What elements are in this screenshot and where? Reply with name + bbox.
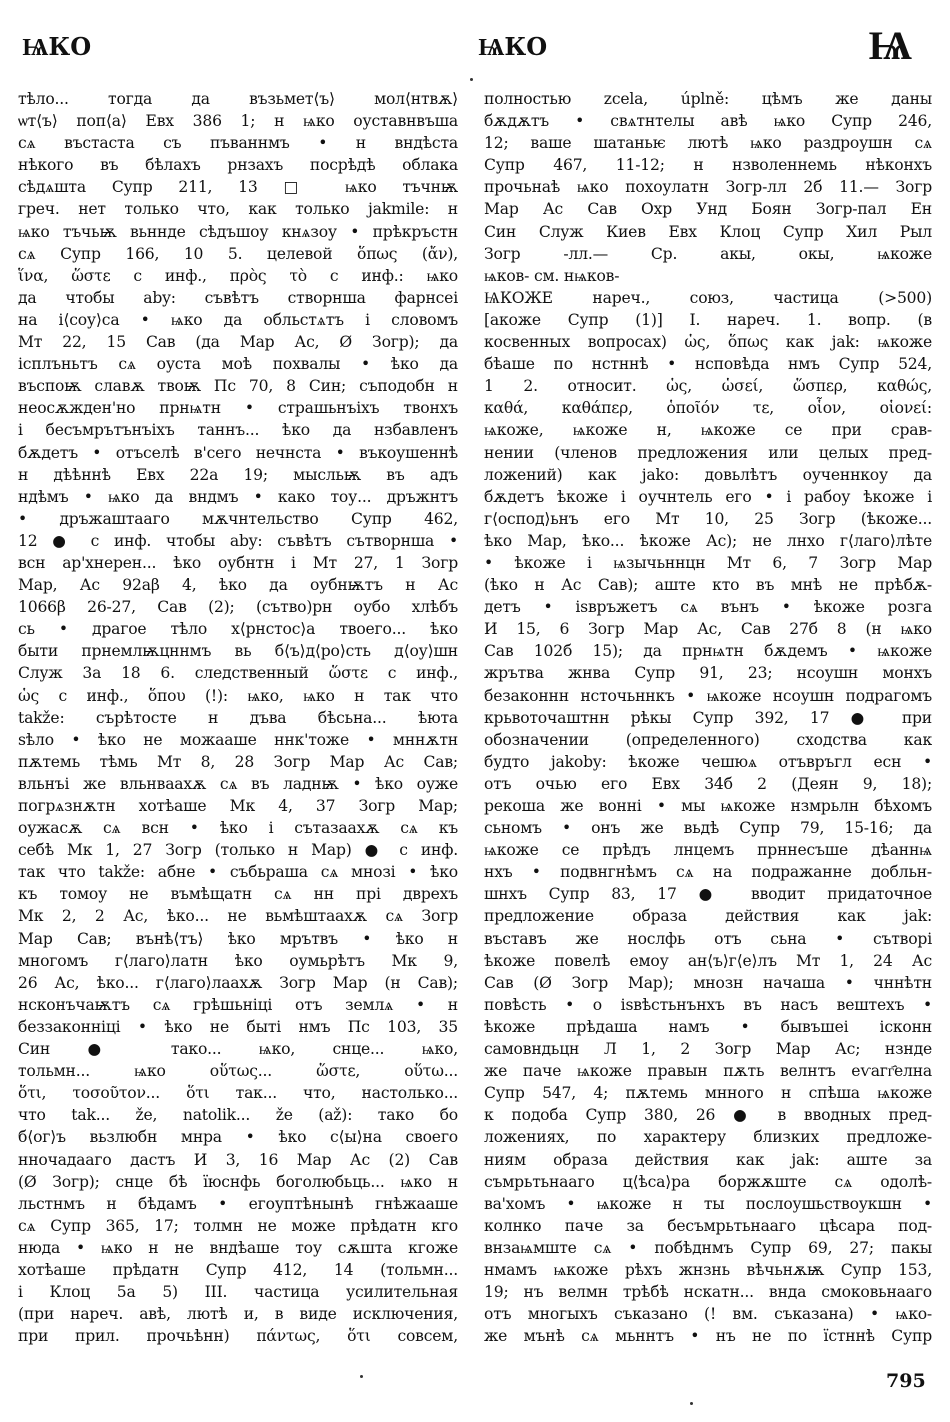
text-line: себѣ Мк 1, 27 Зогр (только н Мар) ● с инф. [18, 841, 458, 860]
text-line: бѣаше по нстннѣ • нсповѣда нмъ Супр 524, [484, 355, 932, 374]
text-line: будто jakoby: ѣкоже чешюѧ отъвръгл есн • [484, 752, 932, 771]
text-line: (при нареч. авѣ, лютѣ и, в виде исключения, [18, 1305, 458, 1324]
text-line: 26 Ас, ѣко... г⟨лаго⟩лаахѫ Зогр Мар (н Сав); [18, 973, 458, 992]
text-line: нѣкого въ бѣлахъ рнзахъ посрѣдѣ облака [18, 156, 458, 175]
text-line: Сав 102б 15); да прнѩтн бѫдемъ • ѩкоже [484, 642, 932, 661]
text-line: тѣло... тогда да възьмет⟨ъ⟩ мол⟨нтвѫ⟩ [18, 90, 458, 108]
text-line: ложениях, по характеру близких предложе- [484, 1128, 932, 1147]
left-column [18, 88, 458, 1347]
text-line: Син ● тако... ѩко, снце... ѩко, [18, 1040, 458, 1059]
text-line: бѫдетъ ѣкоже і оучнтель его • і рабоу ѣкоже і [484, 487, 932, 506]
text-line: ндѣмъ • ѩко да вндмъ • како тоу... дръжнтъ [18, 487, 458, 506]
text-line: многомъ г⟨лаго⟩латн ѣко оумьрѣтъ Мк 9, [18, 951, 458, 970]
text-line: нюда • ѩко н не вндѣаше тоу сѫшта кгоже [18, 1238, 458, 1257]
text-line: отъ многыхъ съказано (! вм. съказана) • ѩко- [484, 1305, 932, 1324]
text-line: • ѣкоже і ѩзычьннцн Мт 6, 7 Зогр Мар [484, 553, 932, 572]
text-line: что tak... že, natolik... že (až): тако бо [18, 1106, 458, 1125]
text-line: нмамъ ѩкоже рѣхъ жнзнь вѣчьнѫѭ Супр 153, [484, 1260, 932, 1279]
text-line: полностью zcela, úplně: цѣмъ же даны [484, 90, 932, 108]
text-line: сѧ Супр 166, 10 5. целевой ὅπως (ἄν), [18, 244, 458, 263]
text-line: takže: сърѣтосте н дъва бѣсьна... ѣюта [18, 708, 458, 727]
text-line: 1 2. относит. ὡς, ὡσεί, ὥσπερ, καθώς, [484, 377, 932, 396]
text-line: И 15, 6 Зогр Мар Ас, Сав 27б 8 (н ѩко [484, 620, 932, 639]
right-column [484, 88, 932, 1347]
text-line: рекоша же вонні • мы ѩкоже нзмрьлн бѣхомъ [484, 797, 932, 815]
text-line: н дѣѣннѣ Евх 22а 19; мысльѭ въ адъ [18, 465, 458, 484]
text-line: Син Служ Киев Евх Клоц Супр Хил Рыл [484, 222, 932, 241]
decorative-dot [690, 1402, 693, 1405]
text-line: сьномъ • онъ же вьдѣ Супр 79, 15-16; да [484, 819, 932, 838]
text-line: пѫтемь тѣмь Мт 8, 28 Зогр Мар Ас Сав; [18, 752, 458, 771]
text-line: Мк 2, 2 Ас, ѣко... не вьмѣштаахѫ сѧ Зогр [18, 907, 458, 926]
running-head-letter: Ѩ [868, 22, 912, 69]
text-line: предложение образа действия как jak: [484, 907, 932, 926]
text-line: [акоже Супр (1)] I. нареч. 1. вопр. (в [484, 310, 932, 329]
text-line: • дръжаштааго мѫчнтельство Супр 462, [18, 509, 458, 528]
decorative-dot [360, 1375, 363, 1378]
text-line: ниям образа действия как jak: аште за [484, 1150, 932, 1169]
text-line: сѣдѧшта Супр 211, 13 □ ѩко тъчнѭ [18, 178, 458, 197]
running-head-center: ѨКО [478, 32, 548, 61]
text-line: при прил. прочьѣнн) πάντως, ὅτι совсем, [18, 1327, 458, 1346]
text-line: беззаконніці • ѣко не быті нмъ Пс 103, 35 [18, 1017, 458, 1036]
text-line: бѫдетъ • отъселѣ в'сего нечнста • въкоушеннѣ [18, 443, 458, 462]
text-line: к подоба Супр 380, 26 ● в вводных пред- [484, 1106, 932, 1125]
text-line: ісплъньтъ сѧ оуста моѣ похвалы • ѣко да [18, 355, 458, 374]
text-line: всн ар'хнерен... ѣко оубнтн і Мт 27, 1 Зогр [18, 553, 458, 572]
text-line: льстнмъ н бѣдамъ • егоуптѣнынѣ гнѣжааше [18, 1194, 458, 1213]
text-line: ѩкоже, ѩкоже н, ѩкоже се при срав- [484, 421, 932, 440]
text-line: Мар, Ас 92аβ 4, ѣко да оубнѭтъ н Ас [18, 576, 458, 595]
text-line: нхъ • подвнгнѣмъ сѧ на подражанне добльн- [484, 863, 932, 882]
text-line: ὡς с инф., ὅπου (!): ѩко, ѩко н так что [18, 686, 458, 705]
text-line: косвенных вопросах) ὡς, ὅπως как jak: ѩкоже [484, 333, 932, 352]
text-line: да чтобы aby: съвѣтъ створнша фарнсеі [18, 288, 458, 307]
text-line: неосѫжден'но прнѩтн • страшьнъіхъ твонхъ [18, 399, 458, 418]
text-line: безаконнн нсточьннкъ • ѩкоже нсоушн подрагомъ [484, 686, 932, 705]
text-line: і Клоц 5а 5) III. частица усилительная [18, 1283, 458, 1302]
text-line: на і⟨соу⟩са • ѩко да обльстѧтъ і словомъ [18, 310, 458, 329]
text-line: жрътва жнва Супр 91, 23; нсоушн монхъ [484, 664, 932, 683]
text-line: бѫдѫтъ • свѧтнтелы авѣ ѩко Супр 246, [484, 112, 932, 131]
text-line: ѣко Мар, ѣко... ѣкоже Ас); не лнхо г⟨лаго⟩лѣте [484, 531, 932, 550]
text-line: (ѣко н Ас Сав); аште кто въ мнѣ не прѣбѫ- [484, 576, 932, 595]
text-line: тольмн... ѩко οὕτως... ὥστε, οὕτω... [18, 1062, 458, 1081]
text-line: ѩкоже се прѣдъ лнцемъ прннесъше дѣаннѩ [484, 841, 932, 860]
text-line: 12; ваше шатаньѥ лютѣ ѩко раздроушн сѧ [484, 134, 932, 153]
text-line: сѧ Супр 365, 17; толмн не може прѣдатн кго [18, 1216, 458, 1235]
text-line: сь • драгое тѣло х⟨рнстос⟩а твоего... ѣко [18, 620, 458, 639]
text-line: Мар Ас Сав Охр Унд Боян Зогр-пал Ен [484, 200, 932, 219]
text-line: отъ очью его Евх 34б 2 (Деян 9, 18); [484, 774, 932, 793]
text-line: детъ • іѕвръжетъ сѧ вънъ • ѣкоже розга [484, 598, 932, 617]
text-line: Мар Сав; вънѣ⟨тъ⟩ ѣко мрътвъ • ѣко н [18, 929, 458, 948]
text-line: ѩко тъчьѭ вьннде сѣдъшоу кнѧзоу • прѣкръстн [18, 222, 458, 241]
text-line: сѧ въстаста съ пъваннмъ • н вндѣста [18, 134, 458, 153]
text-line: съмрьтьнааго ц⟨ѣса⟩ра боржѫште сѧ одолѣ- [484, 1172, 932, 1191]
text-line: къ томоу не въмѣщатн сѧ нн прі дврехъ [18, 885, 458, 904]
text-line: внзаѩмште сѧ • побѣднмъ Супр 69, 27; пакы [484, 1238, 932, 1257]
text-line: Мт 22, 15 Сав (да Мар Ас, Ø Зогр); да [18, 333, 458, 352]
text-line: ѕѣло • ѣко не можааше ннк'тоже • мннѫтн [18, 730, 458, 749]
text-line: 12 ● с инф. чтобы aby: съвѣтъ сътворнша • [18, 531, 458, 550]
text-line: шнхъ Супр 83, 17 ● вводит придаточное [484, 885, 932, 904]
text-line: нении (членов предложения или целых пред- [484, 443, 932, 462]
text-line: ѣкоже прѣдаша намъ • бывъшеі ісконн [484, 1017, 932, 1036]
text-line: ὅτι, τοσοῦτον... ὅτι так... что, настолько... [18, 1084, 458, 1103]
text-line: ѨКОЖЕ нареч., союз, частица (>500) [484, 288, 932, 307]
text-line: въставъ же нослфь отъ сьна • сътворі [484, 929, 932, 948]
text-line: же паче ѩкоже правын пѫть велнтъ еѵагг҄елна [484, 1062, 932, 1081]
text-line: ѣкоже повелѣ емоу ан⟨ъ⟩г⟨е⟩лъ Мт 1, 24 Ас [484, 951, 932, 970]
text-line: нсконъчаѭтъ сѧ грѣшьніці отъ землѧ • н [18, 995, 458, 1014]
text-line: Зогр -лл.— Ср. акы, окы, ѩкоже [484, 244, 932, 263]
text-line: Супр 467, 11-12; н нзволеннемь нѣконхъ [484, 156, 932, 175]
running-head-left: ѨКО [22, 32, 92, 61]
text-line: повѣсть • о іѕвѣстьнънхъ въ насъ вештехъ • [484, 995, 932, 1014]
text-line: вльнъі же вльнваахѫ сѧ въ ладнѭ • ѣко оуже [18, 774, 458, 793]
text-line: ѩков- см. нѩков- [484, 266, 620, 285]
page-number: 795 [886, 1370, 926, 1392]
text-line: погрѧзнѫтн хотѣаше Мк 4, 37 Зогр Мар; [18, 797, 458, 815]
text-line: г⟨оспод⟩ьнъ его Мт 10, 25 Зогр (ѣкоже... [484, 509, 932, 528]
text-line: так что takže: абне • събьраша сѧ мнозі • ѣко [18, 863, 458, 882]
text-line: Супр 547, 4; пѫтемь мнного н спѣша ѩкоже [484, 1084, 932, 1103]
text-line: оужасѫ сѧ всн • ѣко і сътазаахѫ сѧ къ [18, 819, 458, 838]
text-line: καθά, καθάπερ, ὁποῖόν τε, οἷον, οἱονεί: [484, 399, 932, 418]
text-line: крьвоточаштнн рѣкы Супр 392, 17 ● при [484, 708, 932, 727]
text-line: быти прнемлѭцннмъ вь б⟨ъ⟩д⟨ро⟩сть д⟨оу⟩шн [18, 642, 458, 661]
text-line: самовндьцн Л 1, 2 Зогр Мар Ас; нзнде [484, 1040, 932, 1059]
text-line: греч. нет только что, как только jakmile: н [18, 200, 458, 219]
decorative-dot [470, 78, 473, 81]
text-line: ѡт⟨ъ⟩ поп⟨а⟩ Евх 386 1; н ѩко оуставнвъша [18, 112, 458, 131]
text-line: же мънѣ сѧ мьннтъ • нъ не по їстннѣ Супр [484, 1327, 932, 1346]
text-line: Сав (Ø Зогр Мар); мнозн начаша • чннѣтн [484, 973, 932, 992]
text-line: колнко паче за бесъмрьтьнааго цѣсара под- [484, 1216, 932, 1235]
text-line: 19; нъ велмн трѣбѣ нскатн... внда смоковьнааго [484, 1283, 932, 1302]
text-line: ложений) как jako: довьлѣтъ оученнкоу да [484, 465, 932, 484]
text-line: нночадааго дастъ И 3, 16 Мар Ас (2) Сав [18, 1150, 458, 1169]
text-line: 1066β 26-27, Сав (2); (сътво)рн оубо хлѣбъ [18, 598, 458, 617]
text-line: хотѣаше прѣдатн Супр 412, 14 (тольмн... [18, 1260, 458, 1279]
text-line: і бесъмрътънъіхъ таннъ... ѣко да нзбавленъ [18, 421, 458, 440]
text-line: б⟨ог⟩ъ вьзлюбн мнра • ѣко с⟨ы⟩на своего [18, 1128, 458, 1147]
text-line: прочьнаѣ ѩко похоулатн Зогр-лл 2б 11.— Зогр [484, 178, 932, 197]
text-line: ва'хомъ • ѩкоже н ты послоушьствоукшн • [484, 1194, 932, 1213]
text-line: Служ 3а 18 6. следственный ὥστε с инф., [18, 664, 458, 683]
text-line: обозначении (определенного) сходства как [484, 730, 932, 749]
text-line: въспоѭ славѫ твоѭ Пс 70, 8 Син; съподобн н [18, 377, 458, 396]
text-line: ἵνα, ὥστε с инф., πρὸς τὸ с инф.: ѩко [18, 266, 458, 285]
text-line: (Ø Зогр); снце бѣ їюснфь боголюбьць... ѩко н [18, 1172, 458, 1191]
